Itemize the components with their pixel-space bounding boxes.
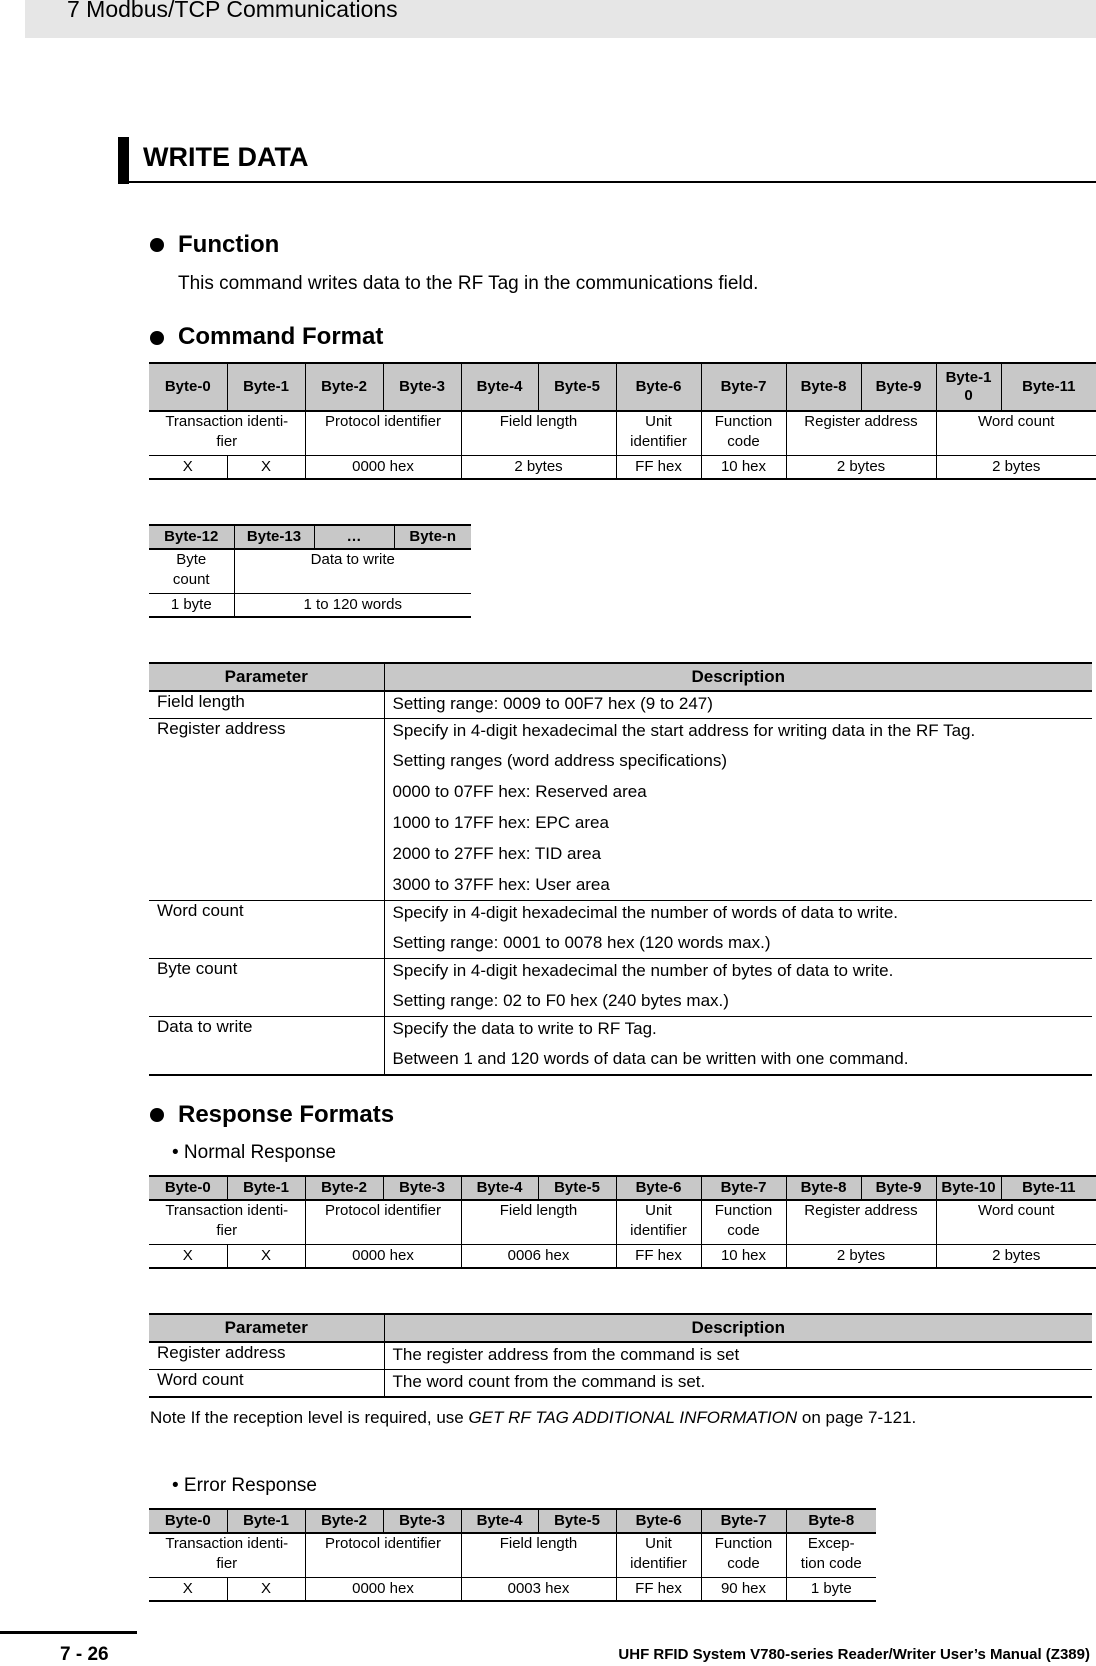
byte-header: Byte-8 (786, 1176, 861, 1200)
value-cell: 10 hex (701, 455, 786, 479)
byte-header: Byte-7 (701, 1509, 786, 1533)
response-parameter-table (149, 1313, 1092, 1398)
page-header (25, 0, 1096, 38)
byte-header: Byte-8 (786, 363, 861, 411)
value-cell: X (227, 1244, 305, 1268)
byte-header: Byte-6 (616, 363, 701, 411)
byte-header: Byte-5 (538, 363, 616, 411)
param-name: Register address (149, 1342, 384, 1370)
field-cell: Function code (701, 1533, 786, 1577)
byte-header: Byte-n (394, 525, 471, 549)
desc-line: Setting range: 0001 to 0078 hex (120 words max.) (392, 933, 771, 952)
bullet-icon (150, 238, 164, 252)
table-row (149, 691, 1092, 719)
value-cell: 0003 hex (461, 1577, 616, 1601)
value-cell: 2 bytes (936, 1244, 1096, 1268)
value-cell: X (149, 1577, 227, 1601)
param-desc (384, 1342, 1092, 1370)
field-cell: Field length (461, 411, 616, 455)
field-cell: Unit identifier (616, 411, 701, 455)
byte-header: Byte-0 (149, 1509, 227, 1533)
table-row (149, 1342, 1092, 1370)
field-cell: Word count (936, 1200, 1096, 1244)
byte-header: Byte-2 (305, 1176, 383, 1200)
response-formats-heading: Response Formats (178, 1101, 395, 1128)
field-cell: Data to write (234, 549, 471, 593)
byte-header: Byte-7 (701, 363, 786, 411)
field-cell: Byte count (149, 549, 234, 593)
field-cell: Function code (701, 411, 786, 455)
command-format-heading: Command Format (178, 323, 384, 350)
page-number: 7 - 26 (60, 1644, 109, 1665)
field-cell: Word count (936, 411, 1096, 455)
byte-header: Byte-4 (461, 1176, 538, 1200)
table-row (149, 719, 1092, 901)
command-byte-table (149, 362, 1096, 480)
field-cell: Field length (461, 1200, 616, 1244)
desc-line: Setting range: 0009 to 00F7 hex (9 to 247) (392, 694, 713, 713)
value-cell: 2 bytes (786, 1244, 936, 1268)
byte-header: Byte-9 (861, 363, 936, 411)
value-cell: 2 bytes (936, 455, 1096, 479)
param-name: Register address (149, 719, 384, 901)
value-cell: 1 byte (149, 593, 234, 617)
desc-line: 1000 to 17FF hex: EPC area (392, 813, 609, 832)
param-desc (384, 901, 1092, 959)
bullet-icon (150, 1108, 164, 1122)
value-cell: FF hex (616, 1244, 701, 1268)
byte-header: Byte-1 (227, 363, 305, 411)
note-suffix: on page 7-121. (797, 1408, 917, 1427)
desc-line: Between 1 and 120 words of data can be written with one command. (392, 1049, 909, 1068)
byte-header: Byte-3 (383, 1509, 461, 1533)
field-cell: Excep- tion code (786, 1533, 876, 1577)
field-cell: Protocol identifier (305, 1533, 461, 1577)
value-cell: 1 to 120 words (234, 593, 471, 617)
error-response-label: • Error Response (172, 1475, 317, 1496)
byte-header: Byte-0 (149, 363, 227, 411)
function-heading: Function (178, 231, 280, 258)
value-cell: 0000 hex (305, 1577, 461, 1601)
field-cell: Register address (786, 1200, 936, 1244)
desc-header: Description (384, 1314, 1092, 1342)
field-cell: Unit identifier (616, 1533, 701, 1577)
table-row (149, 1017, 1092, 1076)
value-cell: X (149, 1244, 227, 1268)
footer-rule (0, 1631, 137, 1634)
byte-header: Byte-13 (234, 525, 314, 549)
chapter-title: 7 Modbus/TCP Communications (67, 0, 398, 22)
byte-header: Byte-11 (1001, 1176, 1096, 1200)
byte-header: Byte-9 (861, 1176, 936, 1200)
table-row (149, 901, 1092, 959)
error-response-table (149, 1508, 876, 1602)
value-cell: 1 byte (786, 1577, 876, 1601)
note-reference: GET RF TAG ADDITIONAL INFORMATION (468, 1408, 798, 1427)
param-desc (384, 691, 1092, 719)
param-desc (384, 1370, 1092, 1398)
byte-header: Byte-0 (149, 1176, 227, 1200)
desc-line: Specify in 4-digit hexadecimal the number of words of data to write. (392, 903, 899, 922)
byte-header: Byte-5 (538, 1509, 616, 1533)
byte-header: Byte-10 (936, 1176, 1001, 1200)
byte-header: Byte-12 (149, 525, 234, 549)
param-name: Word count (149, 901, 384, 959)
field-cell: Register address (786, 411, 936, 455)
section-title: WRITE DATA (143, 142, 309, 172)
param-desc (384, 959, 1092, 1017)
byte-header: Byte-4 (461, 1509, 538, 1533)
note-prefix: Note If the reception level is required, use (150, 1408, 469, 1427)
field-cell: Function code (701, 1200, 786, 1244)
byte-header: Byte-7 (701, 1176, 786, 1200)
byte-header: Byte-8 (786, 1509, 876, 1533)
field-cell: Field length (461, 1533, 616, 1577)
byte-header: … (314, 525, 394, 549)
field-cell: Transaction identi- fier (149, 1200, 305, 1244)
desc-line: Setting ranges (word address specifications) (392, 751, 727, 770)
param-desc (384, 1017, 1092, 1076)
byte-header: Byte-1 (227, 1176, 305, 1200)
field-cell: Transaction identi- fier (149, 411, 305, 455)
param-name: Data to write (149, 1017, 384, 1076)
value-cell: X (227, 1577, 305, 1601)
desc-line: The word count from the command is set. (392, 1372, 706, 1391)
byte-header: Byte-11 (1001, 363, 1096, 411)
desc-line: 0000 to 07FF hex: Reserved area (392, 782, 647, 801)
value-cell: 90 hex (701, 1577, 786, 1601)
desc-line: Setting range: 02 to F0 hex (240 bytes max.) (392, 991, 729, 1010)
normal-response-label: • Normal Response (172, 1142, 336, 1163)
normal-response-table (149, 1175, 1096, 1269)
value-cell: FF hex (616, 455, 701, 479)
desc-line: Specify the data to write to RF Tag. (392, 1019, 657, 1038)
value-cell: 2 bytes (786, 455, 936, 479)
value-cell: 0000 hex (305, 455, 461, 479)
byte-header: Byte-2 (305, 1509, 383, 1533)
byte-header: Byte-1 0 (936, 363, 1001, 411)
value-cell: X (149, 455, 227, 479)
param-name: Byte count (149, 959, 384, 1017)
desc-line: 2000 to 27FF hex: TID area (392, 844, 602, 863)
field-cell: Protocol identifier (305, 411, 461, 455)
desc-header: Description (384, 663, 1092, 691)
value-cell: 10 hex (701, 1244, 786, 1268)
section-marker (118, 137, 129, 184)
note-text (150, 1408, 916, 1428)
bullet-icon (150, 331, 164, 345)
function-text: This command writes data to the RF Tag in the communications field. (178, 273, 759, 294)
byte-header: Byte-3 (383, 363, 461, 411)
param-desc (384, 719, 1092, 901)
param-name: Word count (149, 1370, 384, 1398)
manual-title: UHF RFID System V780-series Reader/Writer User’s Manual (Z389) (618, 1646, 1090, 1663)
value-cell: 0000 hex (305, 1244, 461, 1268)
value-cell: X (227, 455, 305, 479)
desc-line: Specify in 4-digit hexadecimal the number of bytes of data to write. (392, 961, 894, 980)
byte-header: Byte-4 (461, 363, 538, 411)
value-cell: 0006 hex (461, 1244, 616, 1268)
desc-line: The register address from the command is set (392, 1345, 740, 1364)
param-header: Parameter (149, 1314, 384, 1342)
table-row (149, 1370, 1092, 1398)
field-cell: Unit identifier (616, 1200, 701, 1244)
field-cell: Protocol identifier (305, 1200, 461, 1244)
parameter-table (149, 662, 1092, 1076)
param-header: Parameter (149, 663, 384, 691)
byte-header: Byte-3 (383, 1176, 461, 1200)
byte-header: Byte-1 (227, 1509, 305, 1533)
value-cell: FF hex (616, 1577, 701, 1601)
command-byte-table-continued (149, 524, 471, 618)
table-row (149, 959, 1092, 1017)
param-name: Field length (149, 691, 384, 719)
desc-line: Specify in 4-digit hexadecimal the start address for writing data in the RF Tag. (392, 721, 976, 740)
section-rule (118, 181, 1096, 183)
byte-header: Byte-6 (616, 1509, 701, 1533)
byte-header: Byte-2 (305, 363, 383, 411)
byte-header: Byte-5 (538, 1176, 616, 1200)
field-cell: Transaction identi- fier (149, 1533, 305, 1577)
desc-line: 3000 to 37FF hex: User area (392, 875, 610, 894)
byte-header: Byte-6 (616, 1176, 701, 1200)
value-cell: 2 bytes (461, 455, 616, 479)
